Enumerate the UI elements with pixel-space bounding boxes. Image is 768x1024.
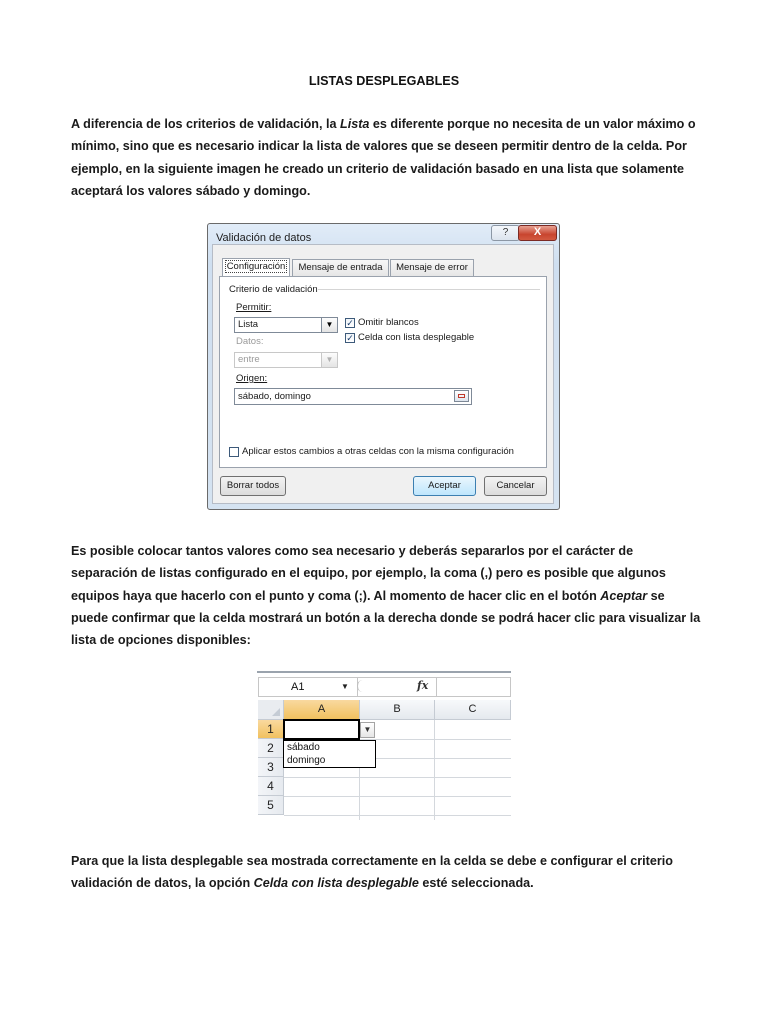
- tab-mensaje-error[interactable]: Mensaje de error: [390, 259, 474, 276]
- row-header-5[interactable]: 5: [258, 796, 284, 815]
- permitir-select[interactable]: [234, 317, 338, 333]
- paragraph-3-italic: Celda con lista desplegable: [253, 876, 419, 891]
- group-divider: [318, 289, 540, 290]
- cancelar-button[interactable]: Cancelar: [484, 476, 547, 496]
- origen-label: Origen:: [236, 373, 268, 384]
- sheet-top-border: [257, 671, 511, 673]
- datos-label: Datos:: [236, 336, 264, 347]
- close-button[interactable]: X: [518, 225, 557, 241]
- list-item[interactable]: sábado: [287, 742, 320, 753]
- row-header-1[interactable]: 1: [258, 720, 284, 739]
- column-header-c[interactable]: C: [435, 700, 511, 720]
- grid-line: [284, 777, 511, 778]
- aceptar-button[interactable]: Aceptar: [413, 476, 476, 496]
- datos-value: entre: [238, 354, 260, 365]
- paragraph-1: [71, 113, 701, 202]
- paragraph-3-text-a: Para que la lista desplegable sea mostrada correctamente en la celda se debe e configurar el criterio validación de datos, la opción: [71, 854, 673, 891]
- dropdown-arrow-icon[interactable]: ▼: [360, 722, 375, 738]
- permitir-label: Permitir:: [236, 302, 272, 313]
- paragraph-2: [71, 540, 701, 651]
- chevron-down-icon[interactable]: ▼: [321, 318, 337, 332]
- dropdown-list: [283, 740, 376, 768]
- select-all-corner[interactable]: [258, 700, 284, 720]
- grid-line: [284, 815, 511, 816]
- omitir-checkbox[interactable]: ✓: [346, 318, 354, 328]
- grid-line: [434, 720, 435, 820]
- origen-value: sábado, domingo: [238, 391, 311, 402]
- chevron-down-icon[interactable]: ▼: [321, 353, 337, 367]
- paragraph-2-text-c: se puede confirmar que la celda mostrará un botón a la derecha donde se podrá hacer clic para visualizar la lista de opciones disponibles:: [71, 588, 701, 648]
- chevron-down-icon[interactable]: ▼: [341, 682, 349, 691]
- group-label: Criterio de validación: [229, 284, 318, 295]
- tab-configuracion[interactable]: Configuración: [222, 258, 290, 277]
- row-header-2[interactable]: 2: [258, 739, 284, 758]
- row-header-3[interactable]: 3: [258, 758, 284, 777]
- grid-line: [284, 796, 511, 797]
- name-box[interactable]: A1: [258, 677, 358, 697]
- cell-a1[interactable]: [283, 719, 360, 740]
- aplicar-label: Aplicar estos cambios a otras celdas con la misma configuración: [242, 446, 514, 457]
- list-item[interactable]: domingo: [287, 755, 326, 766]
- celda-label: Celda con lista desplegable: [358, 332, 475, 343]
- function-icon[interactable]: fx: [417, 679, 429, 692]
- paragraph-1-text-c: es diferente porque no necesita de un valor máximo o mínimo, sino que es necesario indicar la lista de valores que se deseen permitir dentro de la celda. Por ejemplo, en la siguiente imagen he creado un criterio de validación basado en una lista que solamente aceptará los valores sábado y domingo.: [71, 117, 696, 198]
- document-title: LISTAS DESPLEGABLES: [308, 74, 460, 88]
- dialog-title: Validación de datos: [216, 232, 312, 244]
- row-header-4[interactable]: 4: [258, 777, 284, 796]
- column-header-b[interactable]: B: [360, 700, 435, 720]
- paragraph-2-italic: Aceptar: [600, 588, 648, 603]
- help-button[interactable]: ?: [491, 225, 520, 241]
- origen-input[interactable]: [234, 388, 472, 405]
- datos-select[interactable]: [234, 352, 338, 368]
- paragraph-2-text-a: Es posible colocar tantos valores como sea necesario y deberás separarlos por el carácter de separación de listas configurado en el equipo, por ejemplo, la coma (,) pero es posible que algunos equipos haya que hacerlo con el punto y coma (;). Al momento de hacer clic en el botón: [71, 544, 666, 603]
- permitir-value: Lista: [238, 319, 259, 330]
- range-select-icon[interactable]: [454, 390, 469, 402]
- omitir-label: Omitir blancos: [358, 317, 419, 328]
- aplicar-checkbox[interactable]: [229, 447, 239, 457]
- paragraph-3-text-c: esté seleccionada.: [418, 876, 534, 891]
- paragraph-1-text-a: A diferencia de los criterios de validación, la: [71, 117, 340, 131]
- paragraph-3: [71, 850, 701, 895]
- celda-checkbox[interactable]: ✓: [346, 333, 354, 343]
- paragraph-1-italic: Lista: [340, 117, 370, 131]
- tab-mensaje-entrada[interactable]: Mensaje de entrada: [292, 259, 389, 276]
- column-header-a[interactable]: A: [284, 700, 360, 720]
- cancel-icon[interactable]: [357, 680, 368, 692]
- formula-bar[interactable]: [436, 677, 511, 697]
- borrar-todos-button[interactable]: Borrar todos: [220, 476, 286, 496]
